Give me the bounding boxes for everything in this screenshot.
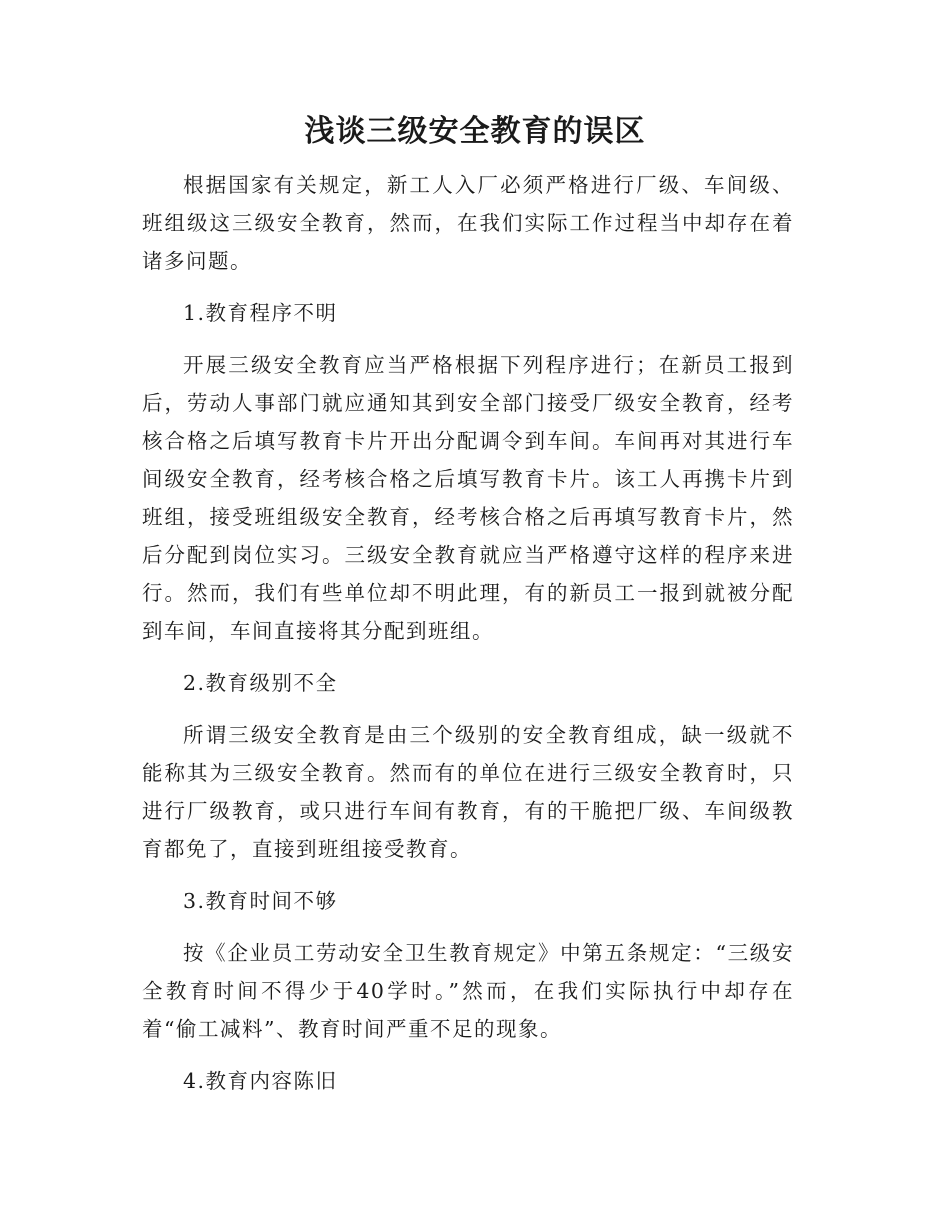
section-heading-2: 2.教育级别不全 [183, 671, 338, 695]
document-title: 浅谈三级安全教育的误区 [304, 114, 646, 149]
section-heading-1: 1.教育程序不明 [183, 301, 338, 325]
section-body-3: 按《企业员工劳动安全卫生教育规定》中第五条规定：“三级安全教育时间不得少于40学时。”然而，在我们实际执行中却存在着“偷工减料”、教育时间严重不足的现象。 [142, 941, 794, 1041]
intro-paragraph: 根据国家有关规定，新工人入厂必须严格进行厂级、车间级、班组级这三级安全教育，然而，在我们实际工作过程当中却存在着诸多问题。 [142, 173, 794, 273]
section-body-2: 所谓三级安全教育是由三个级别的安全教育组成，缺一级就不能称其为三级安全教育。然而有的单位在进行三级安全教育时，只进行厂级教育，或只进行车间有教育，有的干脆把厂级、车间级教育都免了，直接到班组接受教育。 [142, 723, 794, 861]
section-heading-3: 3.教育时间不够 [183, 889, 338, 913]
section-heading-4: 4.教育内容陈旧 [183, 1069, 338, 1093]
section-body-1: 开展三级安全教育应当严格根据下列程序进行；在新员工报到后，劳动人事部门就应通知其到安全部门接受厂级安全教育，经考核合格之后填写教育卡片开出分配调令到车间。车间再对其进行车间级安全教育，经考核合格之后填写教育卡片。该工人再携卡片到班组，接受班组级安全教育，经考核合格之后再填写教育卡片，然后分配到岗位实习。三级安全教育就应当严格遵守这样的程序来进行。然而，我们有些单位却不明此理，有的新员工一报到就被分配到车间，车间直接将其分配到班组。 [142, 353, 794, 643]
document-body [142, 166, 794, 1114]
